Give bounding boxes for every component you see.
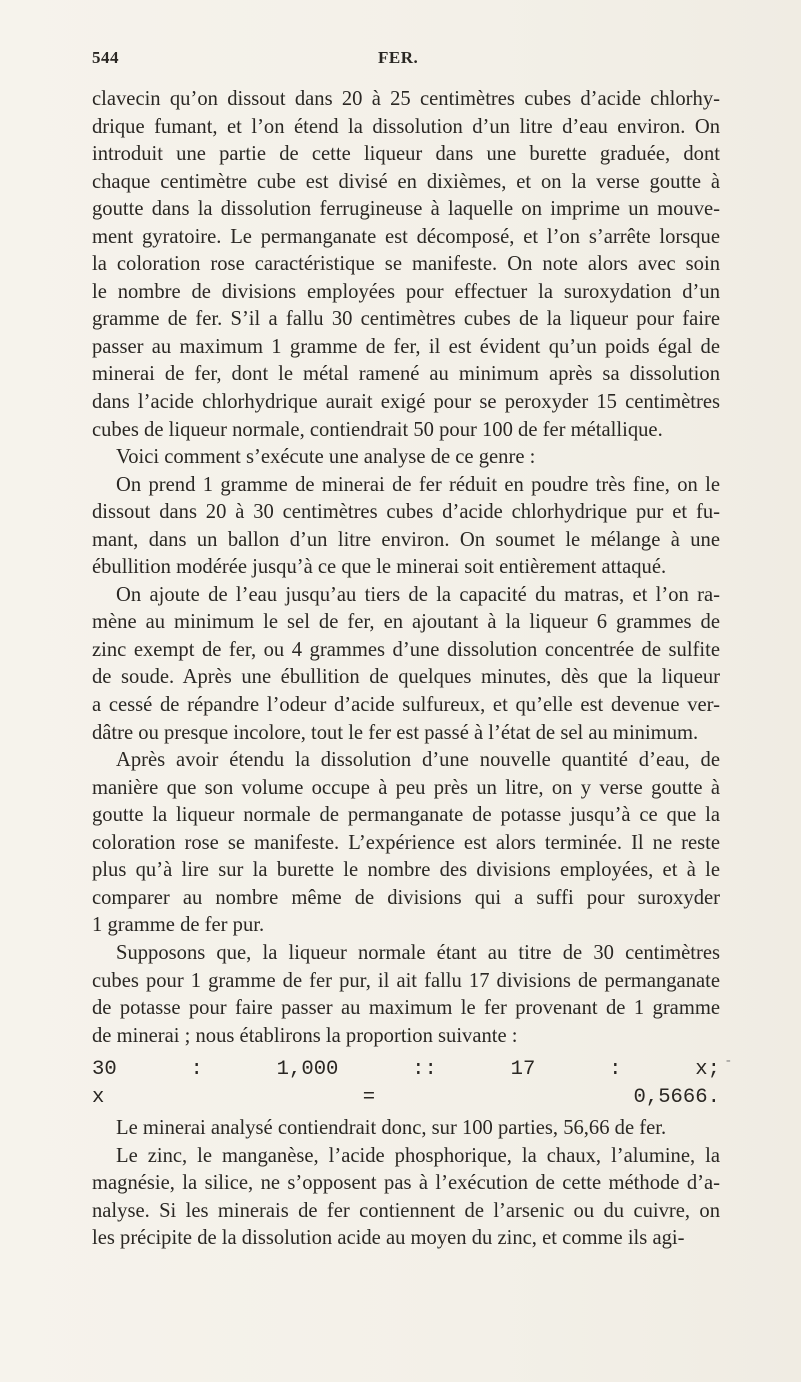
- text-line: nalyse. Si les minerais de fer contiennent de l’arsenic ou du cuivre, on: [92, 1199, 720, 1222]
- paragraphs-before-formula: [92, 86, 720, 1050]
- text-line: Après avoir étendu la dissolution d’une nouvelle quantité d’eau, de: [116, 749, 720, 772]
- text-line: la coloration rose caractéristique se manifeste. On note alors avec soin: [92, 253, 720, 276]
- text-line: dâtre ou presque incolore, tout le fer est passé à l’état de sel au minimum.: [92, 721, 699, 744]
- text-line: drique fumant, et l’on étend la dissolution d’un litre d’eau environ. On: [92, 115, 720, 138]
- text-line: dans l’acide chlorhydrique aurait exigé pour se peroxyder 15 centimètres: [92, 391, 720, 414]
- text-line: clavecin qu’on dissout dans 20 à 25 centimètres cubes d’acide chlorhy-: [92, 88, 720, 110]
- text-line: Le zinc, le manganèse, l’acide phosphorique, la chaux, l’alumine, la: [116, 1144, 720, 1167]
- text-line: gramme de fer. S’il a fallu 30 centimètres cubes de la liqueur pour faire: [92, 308, 720, 331]
- paragraphs-after-formula: [92, 1115, 720, 1253]
- text-line: manière que son volume occupe à peu près un litre, on y verse goutte à: [92, 776, 720, 799]
- text-line: minerai de fer, dont le métal ramené au minimum après sa dissolution: [92, 363, 720, 386]
- text-line: les précipite de la dissolution acide au moyen du zinc, et comme ils agi-: [92, 1227, 685, 1250]
- formula-block: [92, 1050, 720, 1115]
- text-line: On ajoute de l’eau jusqu’au tiers de la capacité du matras, et l’on ra-: [116, 583, 720, 606]
- text-line: mène au minimum le sel de fer, en ajoutant à la liqueur 6 grammes de: [92, 611, 720, 634]
- margin-mark: -: [726, 1053, 731, 1068]
- text-line: 1 gramme de fer pur.: [92, 914, 265, 937]
- text-line: goutte la liqueur normale de permanganate de potasse jusqu’à ce que la: [92, 804, 720, 827]
- running-title: FER.: [378, 48, 419, 67]
- body-text: [92, 86, 720, 1253]
- text-line: dissout dans 20 à 30 centimètres cubes d’acide chlorhydrique pur et fu-: [92, 501, 720, 524]
- text-line: goutte dans la dissolution ferrugineuse à laquelle on imprime un mouve-: [92, 198, 720, 221]
- text-line: ment gyratoire. Le permanganate est décomposé, et l’on s’arrête lorsque: [92, 225, 720, 248]
- text-line: coloration rose se manifeste. L’expérience est alors terminée. Il ne reste: [92, 831, 720, 854]
- text-line: comparer au nombre même de divisions qui a suffi pour suroxyder: [92, 886, 720, 909]
- page-header: [92, 48, 720, 74]
- page-number: 544: [92, 48, 119, 67]
- text-line: ébullition modérée jusqu’à ce que le minerai soit entièrement attaqué.: [92, 556, 667, 579]
- formula-line-2: x = 0,5666.: [92, 1085, 720, 1109]
- text-line: mant, dans un ballon d’un litre environ. On soumet le mélange à une: [92, 528, 720, 551]
- text-line: magnésie, la silice, ne s’opposent pas à l’exécution de cette méthode d’a-: [92, 1172, 720, 1195]
- text-line: zinc exempt de fer, ou 4 grammes d’une dissolution concentrée de sulfite: [92, 638, 720, 661]
- formula-line-1: 30 : 1,000 :: 17 : x;: [92, 1058, 720, 1082]
- text-line: le nombre de divisions employées pour effectuer la suroxydation d’un: [92, 280, 720, 303]
- text-line: passer au maximum 1 gramme de fer, il est évident qu’un poids égal de: [92, 335, 720, 358]
- text-line: Le minerai analysé contiendrait donc, sur 100 parties, 56,66 de fer.: [116, 1117, 667, 1140]
- text-line: Voici comment s’exécute une analyse de ce genre :: [116, 446, 536, 469]
- text-line: a cessé de répandre l’odeur d’acide sulfureux, et qu’elle est devenue ver-: [92, 694, 720, 717]
- text-line: On prend 1 gramme de minerai de fer réduit en poudre très fine, on le: [116, 473, 720, 496]
- text-line: de soude. Après une ébullition de quelques minutes, dès que la liqueur: [92, 666, 720, 689]
- text-line: plus qu’à lire sur la burette le nombre des divisions employées, et à le: [92, 859, 720, 882]
- text-line: cubes de liqueur normale, contiendrait 50 pour 100 de fer métallique.: [92, 418, 663, 441]
- text-line: de potasse pour faire passer au maximum le fer provenant de 1 gramme: [92, 997, 720, 1020]
- text-line: cubes pour 1 gramme de fer pur, il ait fallu 17 divisions de permanganate: [92, 969, 720, 992]
- text-line: chaque centimètre cube est divisé en dixièmes, et on la verse goutte à: [92, 170, 720, 193]
- text-line: Supposons que, la liqueur normale étant au titre de 30 centimètres: [116, 941, 720, 964]
- text-line: introduit une partie de cette liqueur dans une burette graduée, dont: [92, 143, 720, 166]
- text-line: de minerai ; nous établirons la proportion suivante :: [92, 1024, 518, 1047]
